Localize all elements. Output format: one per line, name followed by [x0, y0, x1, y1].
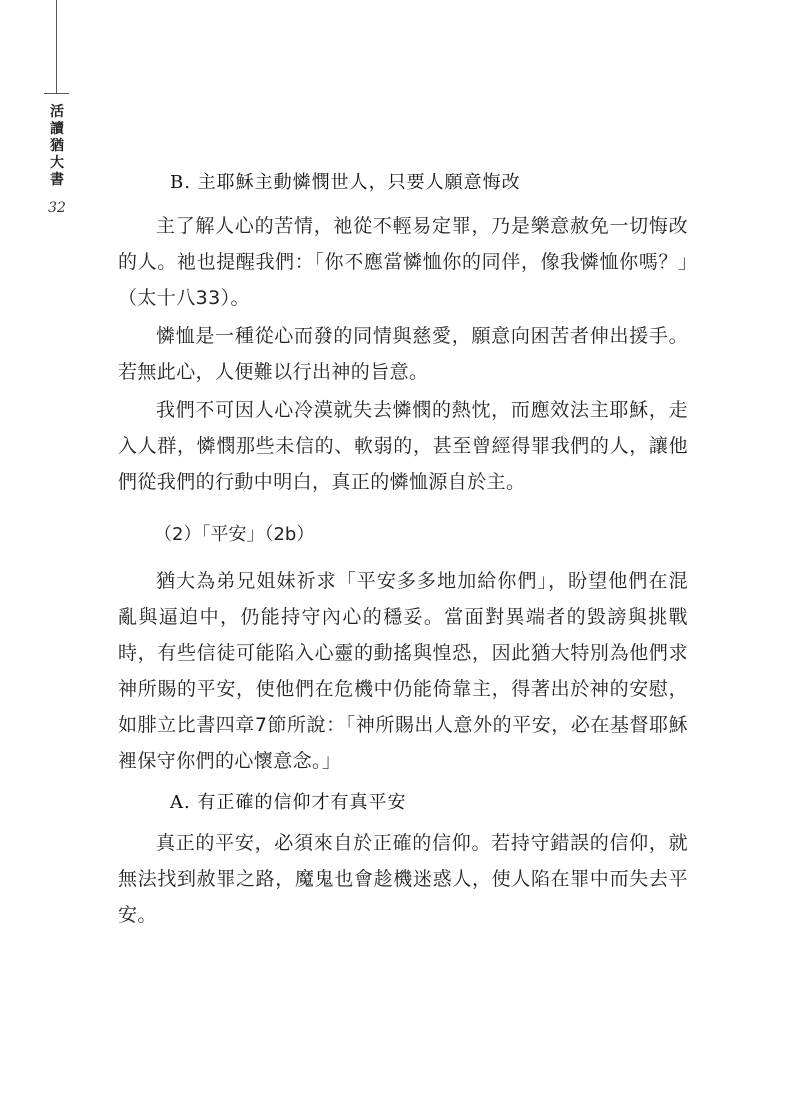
margin-vertical-rule — [56, 0, 57, 93]
paragraph-4: 猶大為弟兄姐妹祈求「平安多多地加給你們」，盼望他們在混亂與逼迫中，仍能持守內心的穩妥。當面對異端者的毀謗與挑戰時，有些信徒可能陷入心靈的動搖與惶恐，因此猶大特別為他們求神所賜的平安，使他們在危機中仍能倚靠主，得著出於神的安慰，如腓立比書四章7節所說：「神所賜出人意外的平安，必在基督耶穌裡保守你們的心懷意念。」 — [118, 570, 688, 772]
section-heading-a: A. 有正確的信仰才有真平安 — [170, 792, 407, 813]
running-title: 活讀猶大書 — [50, 104, 64, 188]
paragraph-3: 我們不可因人心冷漠就失去憐憫的熱忱，而應效法主耶穌，走入人群，憐憫那些未信的、軟弱的，甚至曾經得罪我們的人，讓他們從我們的行動中明白，真正的憐恤源自於主。 — [118, 399, 688, 493]
section-heading-b: B. 主耶穌主動憐憫世人，只要人願意悔改 — [170, 172, 521, 193]
paragraph-1: 主了解人心的苦情，祂從不輕易定罪，乃是樂意赦免一切悔改的人。祂也提醒我們：「你不應當憐恤你的同伴，像我憐恤你嗎？」（太十八33）。 — [118, 215, 688, 309]
paragraph-2: 憐恤是一種從心而發的同情與慈愛，願意向困苦者伸出援手。若無此心，人便難以行出神的旨意。 — [118, 325, 688, 383]
page-number: 32 — [48, 200, 66, 216]
subsection-heading-peace: （2）「平安」（2b） — [154, 524, 315, 545]
margin-horizontal-rule — [44, 93, 69, 94]
paragraph-5: 真正的平安，必須來自於正確的信仰。若持守錯誤的信仰，就無法找到赦罪之路，魔鬼也會趁機迷惑人，使人陷在罪中而失去平安。 — [118, 832, 688, 926]
